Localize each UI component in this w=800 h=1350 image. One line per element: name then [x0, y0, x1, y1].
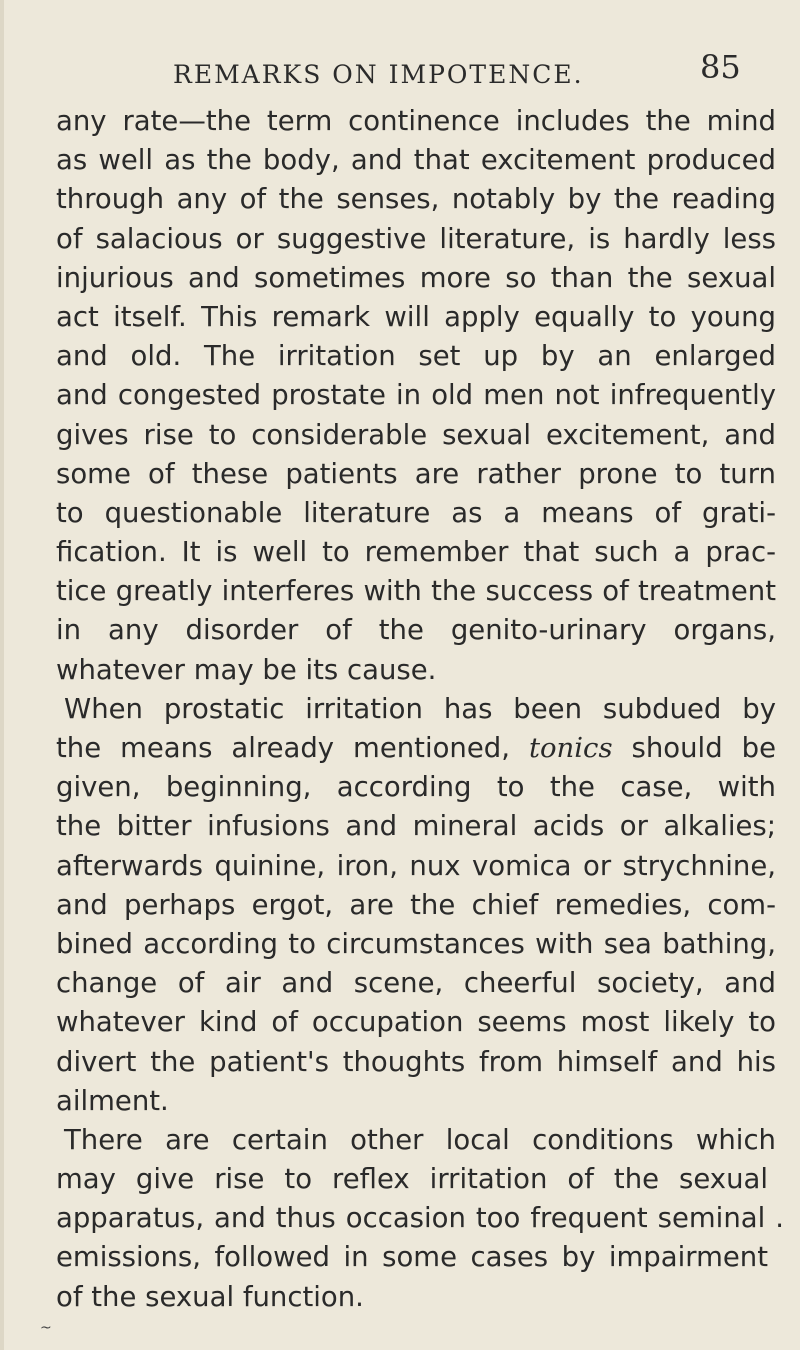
stray-mark: ~ [40, 1320, 52, 1336]
running-head-title: REMARKS ON IMPOTENCE. [173, 60, 584, 89]
text-line: whatever may be its cause. [56, 653, 437, 686]
text-line: bined according to circumstances with sea bathing, [56, 927, 776, 960]
paragraph-start-line [56, 690, 776, 729]
text-line: fication. It is well to remember that such a prac- [56, 536, 776, 569]
text-line: as well as the body, and that excitement produced [56, 144, 776, 177]
text-line: whatever kind of occupation seems most likely to [56, 1006, 776, 1039]
running-head [0, 48, 800, 98]
text-line: divert the patient's thoughts from himself and his [56, 1045, 776, 1078]
text-line: in any disorder of the genito-urinary organs, [56, 614, 776, 647]
text-line: of the sexual function. [56, 1280, 364, 1313]
page-number: 85 [700, 48, 741, 86]
text-line: ailment. [56, 1084, 169, 1117]
text-line: the bitter infusions and mineral acids or alkalies; [56, 810, 776, 843]
text-span: should be [631, 732, 776, 764]
text-line: act itself. This remark will apply equally to young [56, 300, 776, 333]
text-line: of salacious or suggestive literature, is hardly less [56, 222, 776, 255]
text-line: through any of the senses, notably by the reading [56, 183, 776, 216]
text-line: any rate—the term continence includes the mind [56, 105, 776, 137]
text-line: and congested prostate in old men not infrequently [56, 379, 776, 412]
text-line: tice greatly interferes with the success of treatment [56, 575, 776, 608]
italic-term: tonics [528, 732, 613, 764]
text-line: and perhaps ergot, are the chief remedies, com- [56, 888, 776, 921]
body-text [56, 102, 784, 1317]
text-line: some of these patients are rather prone to turn [56, 457, 776, 490]
text-line: change of air and scene, cheerful society, and [56, 967, 776, 1000]
paragraph-start-line [56, 1121, 776, 1160]
text-line: apparatus, and thus occasion too frequent seminal . [56, 1202, 784, 1235]
text-line-with-italic [56, 729, 776, 768]
text-line: afterwards quinine, iron, nux vomica or strychnine, [56, 849, 776, 882]
text-line: gives rise to considerable sexual excitement, and [56, 418, 776, 451]
text-span: There are certain other local conditions which [64, 1123, 776, 1156]
text-line: to questionable literature as a means of grati- [56, 496, 776, 529]
text-span: the means already mentioned, [56, 732, 510, 764]
text-line: and old. The irritation set up by an enlarged [56, 340, 776, 373]
text-line: given, beginning, according to the case, with [56, 771, 776, 804]
text-line: may give rise to reflex irritation of the sexual [56, 1163, 768, 1196]
page-gutter [0, 0, 4, 1350]
text-line: injurious and sometimes more so than the sexual [56, 261, 776, 294]
text-line: emissions, followed in some cases by impairment [56, 1241, 768, 1274]
text-span: When prostatic irritation has been subdued by [64, 692, 776, 725]
